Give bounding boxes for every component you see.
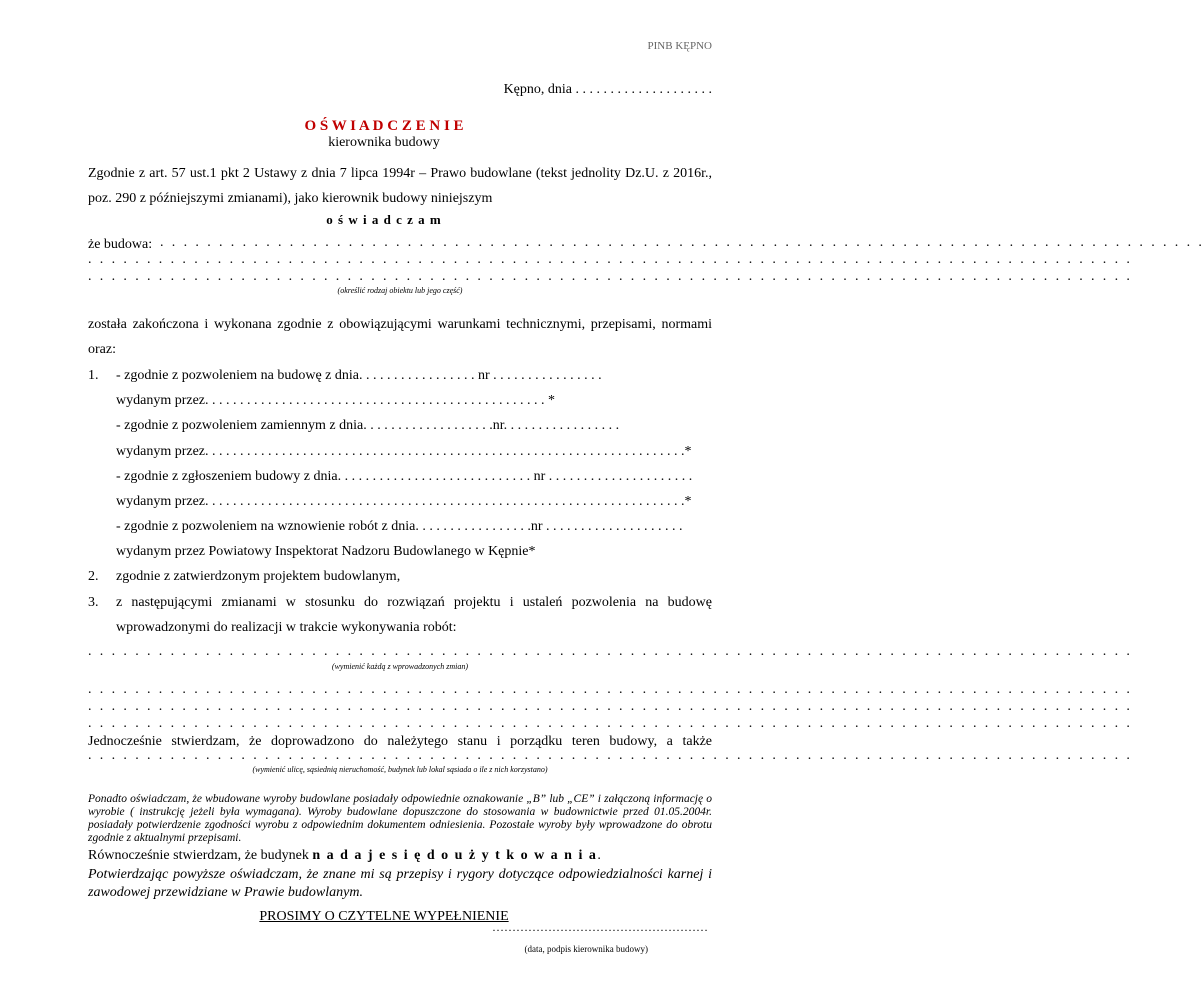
- confirm-statement: Potwierdzając powyższe oświadczam, że znane mi są przepisy i rygory dotyczące odpowiedzialności karnej i zawodowej przewidziane w Prawie budowlanym.: [88, 867, 712, 900]
- changes-field-4[interactable]: . . . . . . . . . . . . . . . . . . . . . . . . . . . . . . . . . . . . . . . . . . . . . . . . . . . . . . . . . . . . . . . . . . . . . . . . . . . . . . . . . . . . . . . . .: [88, 716, 1133, 731]
- usable-emphasis: n a d a j e s i ę d o u ż y t k o w a n i a: [312, 848, 598, 863]
- changes-field-3[interactable]: . . . . . . . . . . . . . . . . . . . . . . . . . . . . . . . . . . . . . . . . . . . . . . . . . . . . . . . . . . . . . . . . . . . . . . . . . . . . . . . . . . . . . . . . .: [88, 699, 1133, 714]
- order-line: Jednocześnie stwierdzam, że doprowadzono do należytego stanu i porządku teren budowy, a także: [88, 734, 712, 749]
- building-field-2[interactable]: . . . . . . . . . . . . . . . . . . . . . . . . . . . . . . . . . . . . . . . . . . . . . . . . . . . . . . . . . . . . . . . . . . . . . . . . . . . . . . . . . . . . . . . . .: [88, 252, 1133, 267]
- intro-line-2: poz. 290 z późniejszymi zmianami), jako kierownik budowy niniejszym: [88, 191, 493, 206]
- item-3-line-2: wprowadzonymi do realizacji w trakcie wykonywania robót:: [116, 620, 457, 635]
- building-field-3[interactable]: . . . . . . . . . . . . . . . . . . . . . . . . . . . . . . . . . . . . . . . . . . . . . . . . . . . . . . . . . . . . . . . . . . . . . . . . . . . . . . . . . . . . . . . . .: [88, 269, 1133, 284]
- resume-permit-field[interactable]: - zgodnie z pozwoleniem na wznowienie robót z dnia. . . . . . . . . . . . . . . . .nr . . . . . . . . . . . . . . . . . . . .: [116, 519, 683, 534]
- building-field-1[interactable]: . . . . . . . . . . . . . . . . . . . . . . . . . . . . . . . . . . . . . . . . . . . . . . . . . . . . . . . . . . . . . . . . . . . . . . . . . . . . . . . . . . . . . . . . .: [160, 235, 1204, 250]
- products-statement: Ponadto oświadczam, że wbudowane wyroby budowlane posiadały odpowiednie oznakowanie „B” lub „CE” i załączoną informację o wyrobie ( instrukcję jeżeli była wymagana). Wyroby budowlane dopuszczone do stosowania w budownictwie przed 01.05.2004r. posiadały potwierdzenie zgodności wyrobu z odpowiednim dokumentem odniesienia. Pozostałe wyroby były wprowadzone do obrotu zgodnie z aktualnymi przepisami.: [88, 793, 712, 844]
- caption-object: (określić rodzaj obiektu lub jego część): [337, 286, 463, 295]
- item-3-line-1: z następującymi zmianami w stosunku do rozwiązań projektu i ustaleń pozwolenia na budowę: [116, 595, 712, 610]
- legible-notice: PROSIMY O CZYTELNE WYPEŁNIENIE: [259, 909, 509, 924]
- building-label: że budowa:: [88, 237, 153, 252]
- changes-field-1[interactable]: . . . . . . . . . . . . . . . . . . . . . . . . . . . . . . . . . . . . . . . . . . . . . . . . . . . . . . . . . . . . . . . . . . . . . . . . . . . . . . . . . . . . . . . . .: [88, 644, 1133, 659]
- notification-field[interactable]: - zgodnie z zgłoszeniem budowy z dnia. . . . . . . . . . . . . . . . . . . . . . . . . . . . nr . . . . . . . . . . . . . . . . . . . . .: [116, 469, 693, 484]
- item-2-number: 2.: [88, 569, 99, 584]
- document-subtitle: kierownika budowy: [328, 135, 440, 150]
- caption-changes: (wymienić każdą z wprowadzonych zmian): [331, 662, 469, 671]
- caption-street: (wymienić ulicę, sąsiednią nieruchomość, budynek lub lokal sąsiada o ile z nich korzystano): [252, 765, 548, 774]
- usable-prefix: Równocześnie stwierdzam, że budynek: [88, 848, 313, 863]
- resume-issued-text: wydanym przez Powiatowy Inspektorat Nadzoru Budowlanego w Kępnie*: [116, 544, 536, 559]
- replacement-permit-field[interactable]: - zgodnie z pozwoleniem zamiennym z dnia. . . . . . . . . . . . . . . . . . .nr. . . . . . . . . . . . . . . . .: [116, 418, 620, 433]
- item-3-number: 3.: [88, 595, 99, 610]
- usable-suffix: .: [597, 848, 601, 863]
- usable-statement: [88, 847, 601, 865]
- changes-field-2[interactable]: . . . . . . . . . . . . . . . . . . . . . . . . . . . . . . . . . . . . . . . . . . . . . . . . . . . . . . . . . . . . . . . . . . . . . . . . . . . . . . . . . . . . . . . . .: [88, 682, 1133, 697]
- intro-line-1: Zgodnie z art. 57 ust.1 pkt 2 Ustawy z dnia 7 lipca 1994r – Prawo budowlane (tekst jednolity Dz.U. z 2016r.,: [88, 166, 712, 181]
- completed-line-1: została zakończona i wykonana zgodnie z obowiązującymi warunkami technicznymi, przepisami, normami: [88, 317, 712, 332]
- street-field[interactable]: . . . . . . . . . . . . . . . . . . . . . . . . . . . . . . . . . . . . . . . . . . . . . . . . . . . . . . . . . . . . . . . . . . . . . . . . . . . . . . . . . . . . . . . . .: [88, 748, 1133, 763]
- declare-heading: o ś w i a d c z a m: [326, 212, 442, 227]
- item-2-text: zgodnie z zatwierdzonym projektem budowlanym,: [116, 569, 401, 584]
- signature-field[interactable]: ………………………………………………: [492, 920, 708, 934]
- office-header: PINB KĘPNO: [647, 40, 712, 52]
- permit-issued-field[interactable]: wydanym przez. . . . . . . . . . . . . . . . . . . . . . . . . . . . . . . . . . . . . . . . . . . . . . . . . *: [116, 393, 556, 408]
- replacement-issued-field[interactable]: wydanym przez. . . . . . . . . . . . . . . . . . . . . . . . . . . . . . . . . . . . . . . . . . . . . . . . . . . . . . . . . . . . . . . . . . . . .*: [116, 444, 692, 459]
- completed-line-2: oraz:: [88, 342, 116, 357]
- document-title: O Ś W I A D C Z E N I E: [304, 118, 464, 134]
- permit-field[interactable]: - zgodnie z pozwoleniem na budowę z dnia. . . . . . . . . . . . . . . . . nr . . . . . . . . . . . . . . . .: [116, 368, 602, 383]
- notification-issued-field[interactable]: wydanym przez. . . . . . . . . . . . . . . . . . . . . . . . . . . . . . . . . . . . . . . . . . . . . . . . . . . . . . . . . . . . . . . . . . . . .*: [116, 494, 692, 509]
- place-date-field[interactable]: Kępno, dnia . . . . . . . . . . . . . . . . . . . .: [503, 82, 712, 97]
- signature-caption: (data, podpis kierownika budowy): [524, 944, 648, 954]
- item-1-number: 1.: [88, 368, 99, 383]
